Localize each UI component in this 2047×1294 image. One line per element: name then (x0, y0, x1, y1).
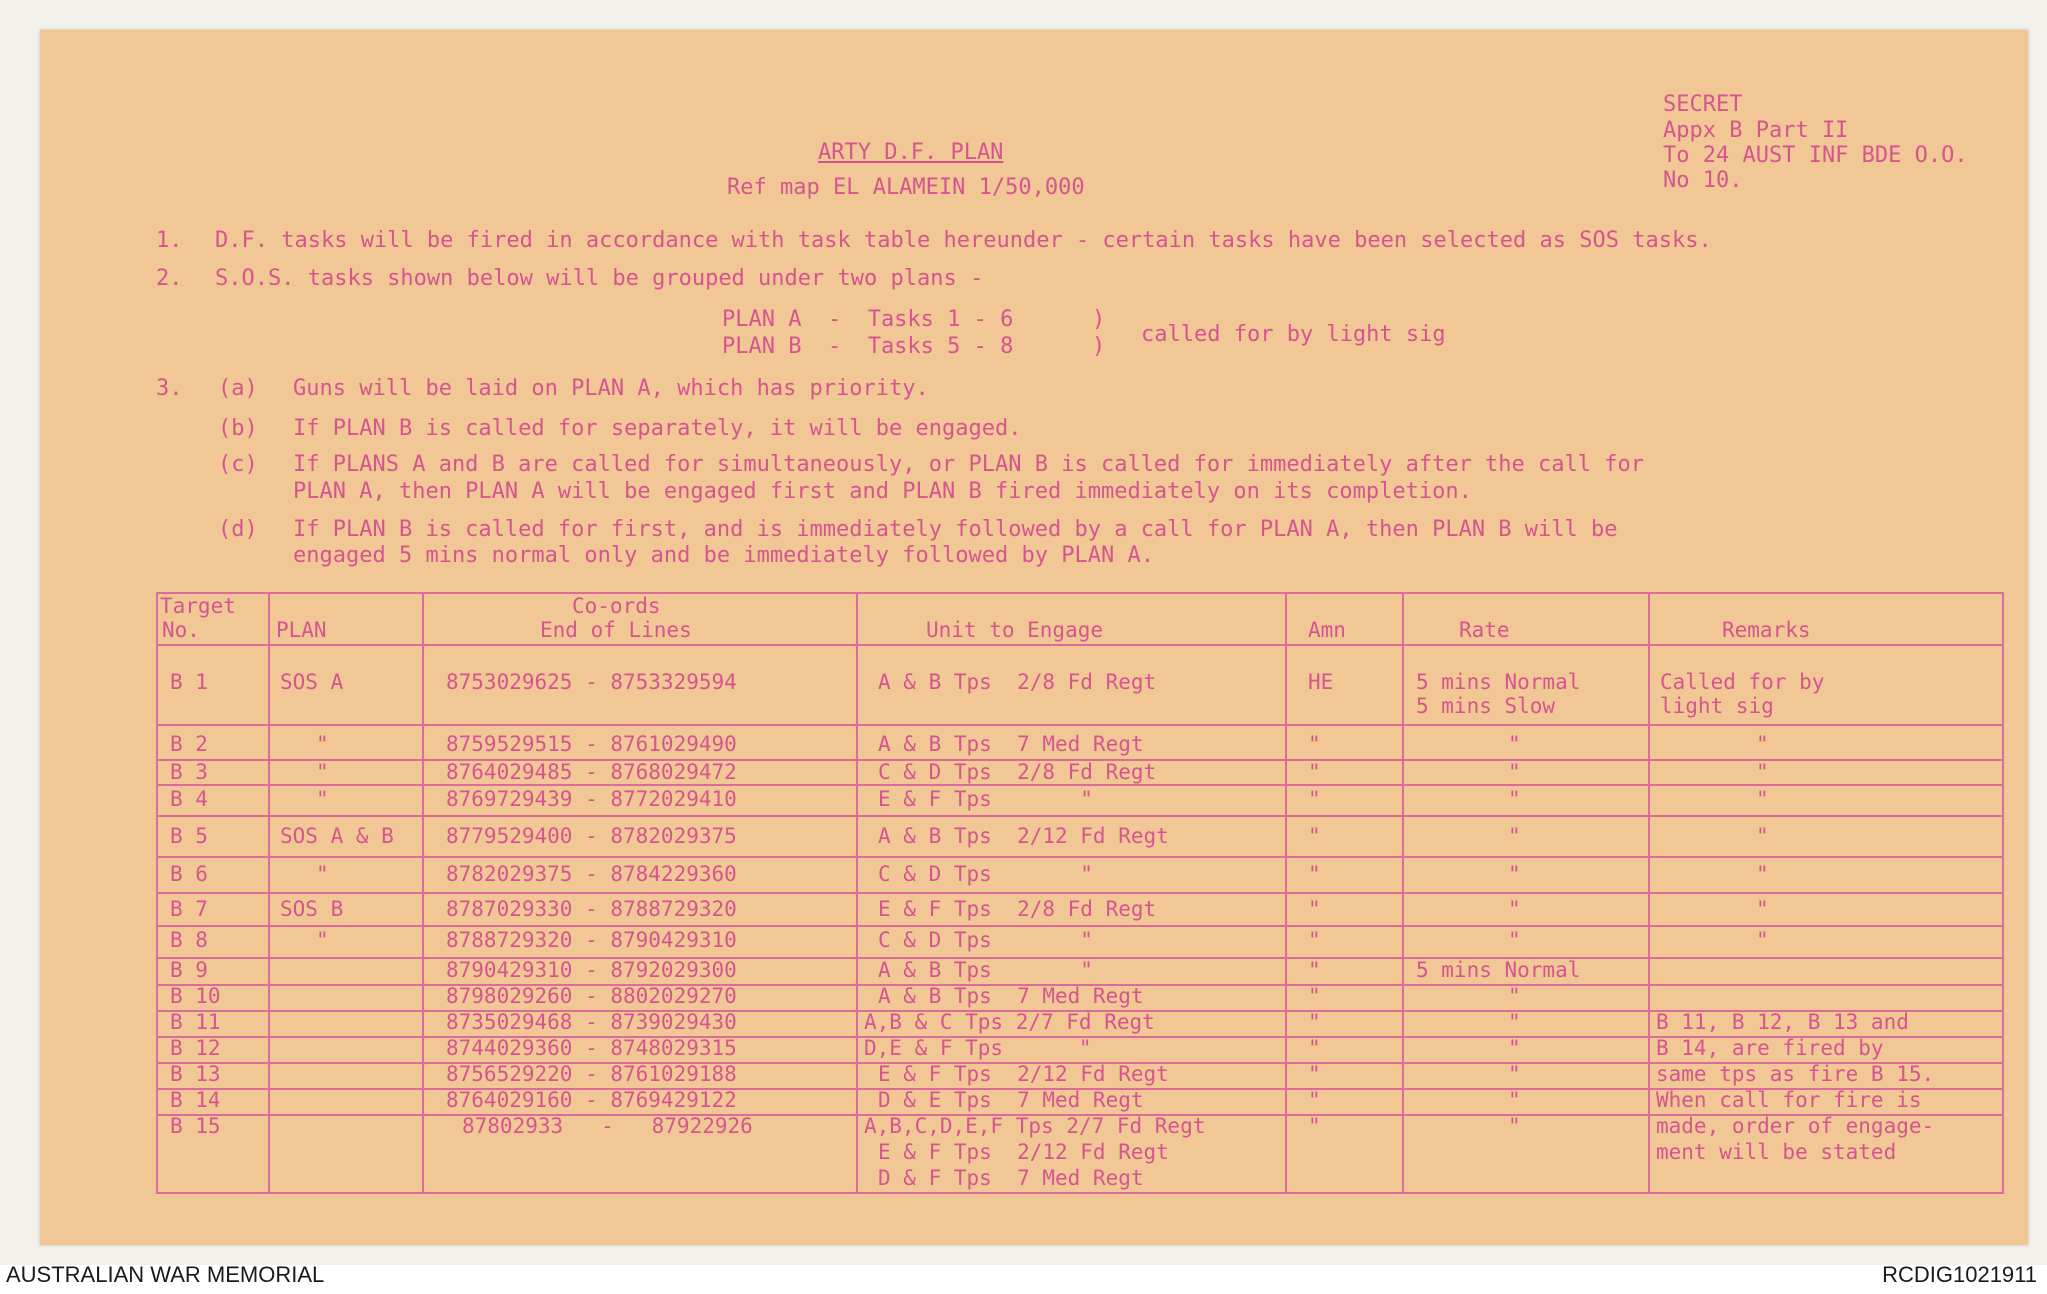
table-row-remarks: " (1756, 732, 1769, 756)
table-row-rate: " (1508, 1036, 1521, 1060)
table-row-amn: " (1308, 1114, 1321, 1138)
table-row-target: B 3 (170, 760, 208, 784)
para-3c-line-2: PLAN A, then PLAN A will be engaged first and PLAN B fired immediately on its completion. (293, 479, 1472, 504)
table-row-target: B 11 (170, 1010, 221, 1034)
table-row-coords: 87802933 - 87922926 (462, 1114, 753, 1138)
table-row-rate: " (1508, 732, 1521, 756)
header-rate: Rate (1459, 618, 1510, 642)
table-row-amn: " (1308, 958, 1321, 982)
para-3c-label: (c) (218, 452, 258, 477)
table-row-amn: " (1308, 1036, 1321, 1060)
row-divider (158, 892, 2002, 894)
table-row-target: B 13 (170, 1062, 221, 1086)
table-row-coords: 8764029160 - 8769429122 (446, 1088, 737, 1112)
table-row-rate: " (1508, 862, 1521, 886)
table-row-unit: A & B Tps 2/8 Fd Regt (878, 670, 1157, 694)
table-row-unit: A & B Tps 7 Med Regt (878, 732, 1144, 756)
table-row-remarks: " (1756, 824, 1769, 848)
table-row-plan: SOS A & B (280, 824, 394, 848)
table-row-amn: " (1308, 1062, 1321, 1086)
row-divider (158, 724, 2002, 726)
order-ref: To 24 AUST INF BDE O.O. (1663, 143, 1968, 168)
table-row-remarks: Called for by (1660, 670, 1825, 694)
table-row-remarks: made, order of engage- (1656, 1114, 1935, 1138)
table-row-coords: 8779529400 - 8782029375 (446, 824, 737, 848)
table-row-amn: " (1308, 732, 1321, 756)
table-row-plan: " (316, 732, 329, 756)
table-row-unit: A & B Tps 2/12 Fd Regt (878, 824, 1169, 848)
row-divider (158, 925, 2002, 927)
table-row-amn: " (1308, 1088, 1321, 1112)
table-row-remarks-2: light sig (1660, 694, 1774, 718)
table-row-plan: " (316, 760, 329, 784)
table-row-coords: 8735029468 - 8739029430 (446, 1010, 737, 1034)
table-row-target: B 12 (170, 1036, 221, 1060)
table-row-coords: 8744029360 - 8748029315 (446, 1036, 737, 1060)
header-plan: PLAN (276, 618, 327, 642)
table-row-unit: E & F Tps " (878, 787, 1093, 811)
table-row-unit: A,B,C,D,E,F Tps 2/7 Fd Regt (864, 1114, 1206, 1138)
order-number: No 10. (1663, 168, 1743, 193)
table-row-remarks: When call for fire is (1656, 1088, 1922, 1112)
table-row-amn: " (1308, 862, 1321, 886)
table-row-rate: " (1508, 824, 1521, 848)
table-row-unit: C & D Tps 2/8 Fd Regt (878, 760, 1157, 784)
table-row-target: B 6 (170, 862, 208, 886)
para-3a-text: Guns will be laid on PLAN A, which has priority. (293, 376, 929, 401)
table-row-target: B 2 (170, 732, 208, 756)
ref-map: Ref map EL ALAMEIN 1/50,000 (727, 175, 1085, 200)
table-row-target: B 8 (170, 928, 208, 952)
table-row-rate: 5 mins Normal (1416, 670, 1581, 694)
table-row-unit: E & F Tps 2/8 Fd Regt (878, 897, 1157, 921)
plan-b-line: PLAN B - Tasks 5 - 8 (722, 334, 1014, 359)
called-for-note: called for by light sig (1141, 322, 1446, 347)
table-row-remarks: B 14, are fired by (1656, 1036, 1884, 1060)
table-row-remarks: B 11, B 12, B 13 and (1656, 1010, 1909, 1034)
row-divider (158, 815, 2002, 817)
table-row-target: B 10 (170, 984, 221, 1008)
header-unit: Unit to Engage (926, 618, 1104, 642)
table-row-amn: " (1308, 824, 1321, 848)
table-row-rate: 5 mins Normal (1416, 958, 1581, 982)
table-row-unit: E & F Tps 2/12 Fd Regt (878, 1062, 1169, 1086)
row-divider (158, 856, 2002, 858)
table-row-unit: D & E Tps 7 Med Regt (878, 1088, 1144, 1112)
table-row-target: B 1 (170, 670, 208, 694)
table-row-amn: " (1308, 1010, 1321, 1034)
header-end-of-lines: End of Lines (540, 618, 692, 642)
para-1-text: D.F. tasks will be fired in accordance with task table hereunder - certain tasks have been selected as SOS tasks. (215, 228, 1712, 253)
table-row-coords: 8798029260 - 8802029270 (446, 984, 737, 1008)
header-target-no: No. (162, 618, 200, 642)
table-row-rate-2: 5 mins Slow (1416, 694, 1556, 718)
header-coords: Co-ords (572, 594, 661, 618)
para-2-number: 2. (156, 266, 183, 291)
table-row-coords: 8753029625 - 8753329594 (446, 670, 737, 694)
table-row-coords: 8759529515 - 8761029490 (446, 732, 737, 756)
table-row-rate: " (1508, 760, 1521, 784)
header-remarks: Remarks (1722, 618, 1811, 642)
table-row-target: B 4 (170, 787, 208, 811)
table-row-rate: " (1508, 1010, 1521, 1034)
table-row-unit-2: E & F Tps 2/12 Fd Regt (878, 1140, 1169, 1164)
table-row-rate: " (1508, 1088, 1521, 1112)
table-row-coords: 8764029485 - 8768029472 (446, 760, 737, 784)
table-row-amn: " (1308, 984, 1321, 1008)
table-row-rate: " (1508, 1114, 1521, 1138)
table-row-plan: SOS B (280, 897, 344, 921)
table-row-plan: SOS A (280, 670, 344, 694)
footer-id: RCDIG1021911 (1882, 1262, 2037, 1287)
para-3a-label: (a) (218, 376, 258, 401)
table-row-rate: " (1508, 897, 1521, 921)
document-title: ARTY D.F. PLAN (818, 140, 1004, 165)
para-3b-text: If PLAN B is called for separately, it will be engaged. (293, 416, 1022, 441)
table-row-remarks: " (1756, 787, 1769, 811)
para-3d-line-1: If PLAN B is called for first, and is immediately followed by a call for PLAN A, then PLAN B will be (293, 517, 1618, 542)
task-table (156, 592, 2004, 1194)
table-row-remarks: " (1756, 928, 1769, 952)
table-row-coords: 8788729320 - 8790429310 (446, 928, 737, 952)
bracket-top: ) (1092, 307, 1106, 332)
para-3-number: 3. (156, 376, 183, 401)
table-row-unit: A,B & C Tps 2/7 Fd Regt (864, 1010, 1155, 1034)
table-row-coords: 8769729439 - 8772029410 (446, 787, 737, 811)
table-row-unit-3: D & F Tps 7 Med Regt (878, 1166, 1144, 1190)
table-row-coords: 8787029330 - 8788729320 (446, 897, 737, 921)
secret-stamp: SECRET (1663, 92, 1743, 117)
table-row-coords: 8782029375 - 8784229360 (446, 862, 737, 886)
table-row-unit: A & B Tps " (878, 958, 1093, 982)
table-row-rate: " (1508, 1062, 1521, 1086)
table-row-remarks: " (1756, 760, 1769, 784)
table-row-unit: D,E & F Tps " (864, 1036, 1092, 1060)
table-row-unit: A & B Tps 7 Med Regt (878, 984, 1144, 1008)
para-3b-label: (b) (218, 416, 258, 441)
table-row-amn: " (1308, 760, 1321, 784)
table-row-plan: " (316, 928, 329, 952)
table-row-target: B 14 (170, 1088, 221, 1112)
bracket-bottom: ) (1092, 334, 1106, 359)
para-3d-label: (d) (218, 517, 258, 542)
table-row-unit: C & D Tps " (878, 928, 1093, 952)
table-row-plan: " (316, 862, 329, 886)
header-target: Target (160, 594, 236, 618)
table-row-plan: " (316, 787, 329, 811)
table-row-remarks: " (1756, 862, 1769, 886)
para-3c-line-1: If PLANS A and B are called for simultaneously, or PLAN B is called for immediately after the call for (293, 452, 1645, 477)
table-row-unit: C & D Tps " (878, 862, 1093, 886)
table-row-target: B 7 (170, 897, 208, 921)
table-row-amn: HE (1308, 670, 1334, 694)
table-row-remarks: " (1756, 897, 1769, 921)
header-amn: Amn (1308, 618, 1346, 642)
table-row-target: B 9 (170, 958, 208, 982)
table-row-remarks-2: ment will be stated (1656, 1140, 1897, 1164)
row-divider (158, 644, 2002, 646)
para-3d-line-2: engaged 5 mins normal only and be immediately followed by PLAN A. (293, 543, 1154, 568)
table-row-rate: " (1508, 928, 1521, 952)
plan-a-line: PLAN A - Tasks 1 - 6 (722, 307, 1014, 332)
table-row-amn: " (1308, 787, 1321, 811)
table-row-target: B 5 (170, 824, 208, 848)
table-row-target: B 15 (170, 1114, 221, 1138)
appendix-ref: Appx B Part II (1663, 118, 1849, 143)
table-row-rate: " (1508, 984, 1521, 1008)
para-1-number: 1. (156, 228, 183, 253)
table-row-coords: 8756529220 - 8761029188 (446, 1062, 737, 1086)
table-row-rate: " (1508, 787, 1521, 811)
table-row-amn: " (1308, 897, 1321, 921)
para-2-text: S.O.S. tasks shown below will be grouped under two plans - (215, 266, 984, 291)
table-row-remarks: same tps as fire B 15. (1656, 1062, 1935, 1086)
table-row-amn: " (1308, 928, 1321, 952)
table-row-coords: 8790429310 - 8792029300 (446, 958, 737, 982)
footer-source: AUSTRALIAN WAR MEMORIAL (6, 1262, 325, 1287)
